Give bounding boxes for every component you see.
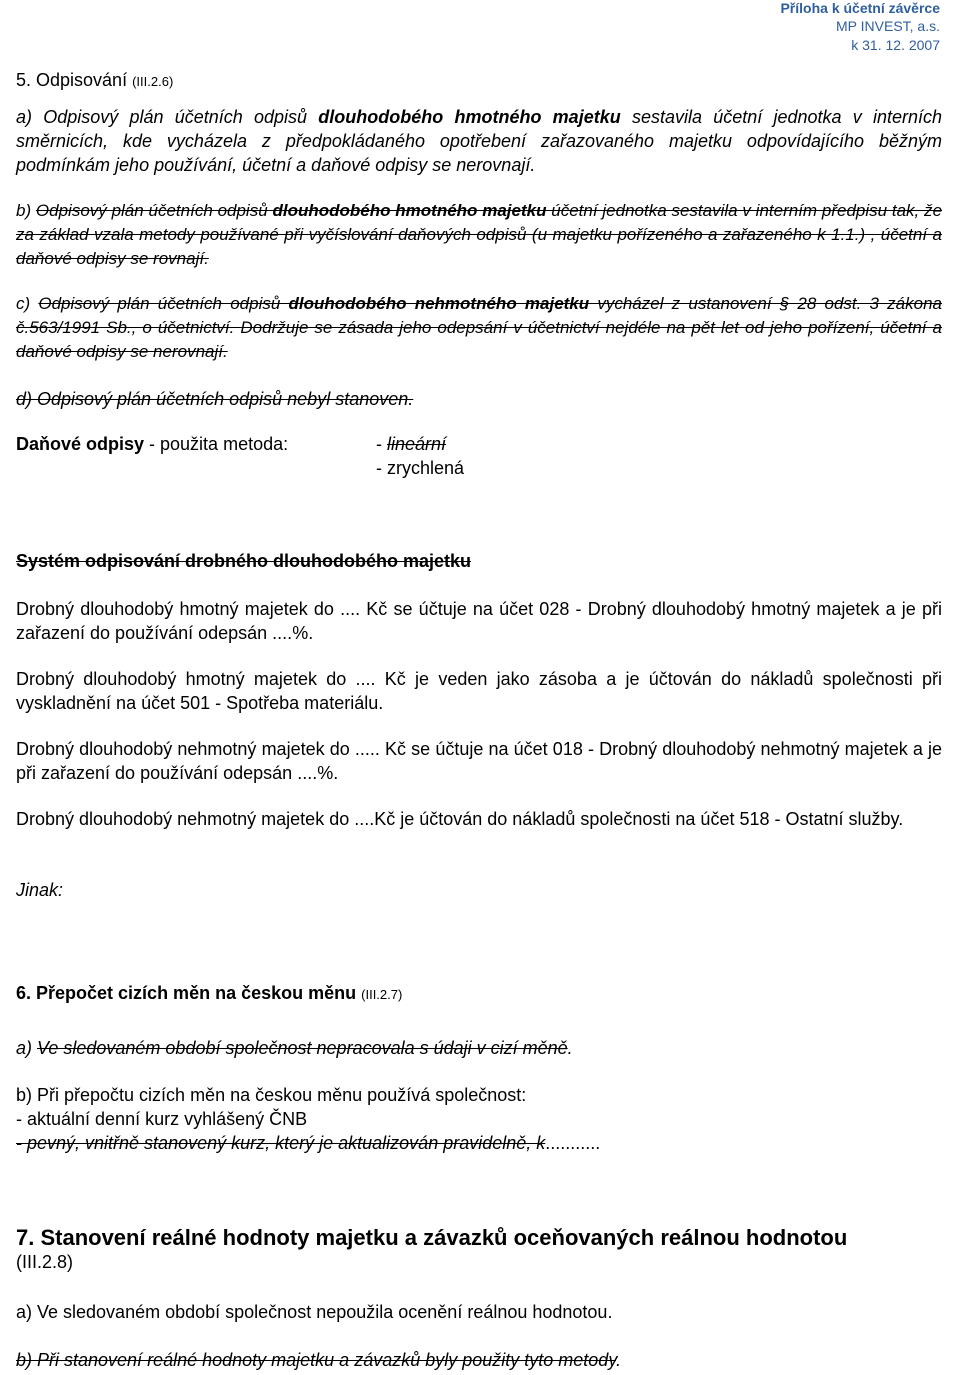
tax-method-accelerated: - zrychlená xyxy=(376,458,465,478)
small-assets-heading: Systém odpisování drobného dlouhodobého majetku xyxy=(16,551,472,571)
rate-option-fixed: - pevný, vnitřně stanovený kurz, který je aktualizován pravidelně, k........... xyxy=(16,1133,601,1153)
section-6-paragraph-b: b) Při přepočtu cizích měn na českou měnu používá společnost: xyxy=(16,1085,527,1105)
section-5-heading: 5. Odpisování (III.2.6) xyxy=(16,70,174,90)
section-7-ref: (III.2.8) xyxy=(16,1252,74,1272)
section-6-heading: 6. Přepočet cizích měn na českou měnu (III.2.7) xyxy=(16,983,403,1003)
document-title: Příloha k účetní závěrce xyxy=(780,0,940,16)
report-date: k 31. 12. 2007 xyxy=(851,37,940,53)
section-5-paragraph-b: b) Odpisový plán účetních odpisů dlouhodobého hmotného majetku účetní jednotka sestavila v interním předpisu tak, že za základ vzala metody používané při vyčíslování daňových odpisů (u majetku pořízeného a zařazeného k 1.1.) , účetní a daňové odpisy se rovnají. xyxy=(16,201,943,268)
section-6-ref: (III.2.7) xyxy=(361,987,403,1002)
other-label: Jinak: xyxy=(16,880,64,900)
tax-method-linear: - lineární xyxy=(376,434,447,454)
section-5-paragraph-c: c) Odpisový plán účetních odpisů dlouhodobého nehmotného majetku vycházel z ustanovení § 28 odst. 3 zákona č.563/1991 Sb., o účetnictví. Dodržuje se zásada jeho odepsání v účetnictví nejdéle na pět let od jeho pořízení, účetní a daňové odpisy se nerovnají. xyxy=(16,294,942,361)
small-assets-paragraph-3: Drobný dlouhodobý nehmotný majetek do ..... Kč se účtuje na účet 018 - Drobný dlouhodobý nehmotný majetek a je při zařazení do používání odepsán ....%. xyxy=(16,739,942,783)
section-5-paragraph-a: a) Odpisový plán účetních odpisů dlouhodobého hmotného majetku sestavila účetní jednotka v interních směrnicích, kde vycházela z předpokládaného opotřebení zařazovaného majetku odpovídajícího běžným podmínkám jeho používání, účetní a daňové odpisy se nerovnají. xyxy=(16,107,942,175)
section-7-heading: 7. Stanovení reálné hodnoty majetku a závazků oceňovaných reálnou hodnotou xyxy=(16,1225,848,1250)
section-7-paragraph-a: a) Ve sledovaném období společnost nepoužila ocenění reálnou hodnotou. xyxy=(16,1302,613,1322)
section-6-paragraph-a: a) Ve sledovaném období společnost nepracovala s údaji v cizí měně. xyxy=(16,1038,573,1058)
section-7-paragraph-b: b) Při stanovení reálné hodnoty majetku a závazků byly použity tyto metody. xyxy=(16,1350,621,1370)
small-assets-paragraph-2: Drobný dlouhodobý hmotný majetek do .... Kč je veden jako zásoba a je účtován do nákladů společnosti při vyskladnění na účet 501 - Spotřeba materiálu. xyxy=(16,669,942,713)
small-assets-paragraph-1: Drobný dlouhodobý hmotný majetek do .... Kč se účtuje na účet 028 - Drobný dlouhodobý hmotný majetek a je při zařazení do používání odepsán ....%. xyxy=(16,599,942,643)
rate-option-cnb: - aktuální denní kurz vyhlášený ČNB xyxy=(16,1109,308,1129)
company-name: MP INVEST, a.s. xyxy=(836,18,940,34)
small-assets-paragraph-4: Drobný dlouhodobý nehmotný majetek do ....Kč je účtován do nákladů společnosti na účet 518 - Ostatní služby. xyxy=(16,809,904,829)
section-5-ref: (III.2.6) xyxy=(132,74,174,89)
tax-depreciation-label: Daňové odpisy - použita metoda: xyxy=(16,434,289,454)
section-5-paragraph-d: d) Odpisový plán účetních odpisů nebyl stanoven. xyxy=(16,389,414,409)
